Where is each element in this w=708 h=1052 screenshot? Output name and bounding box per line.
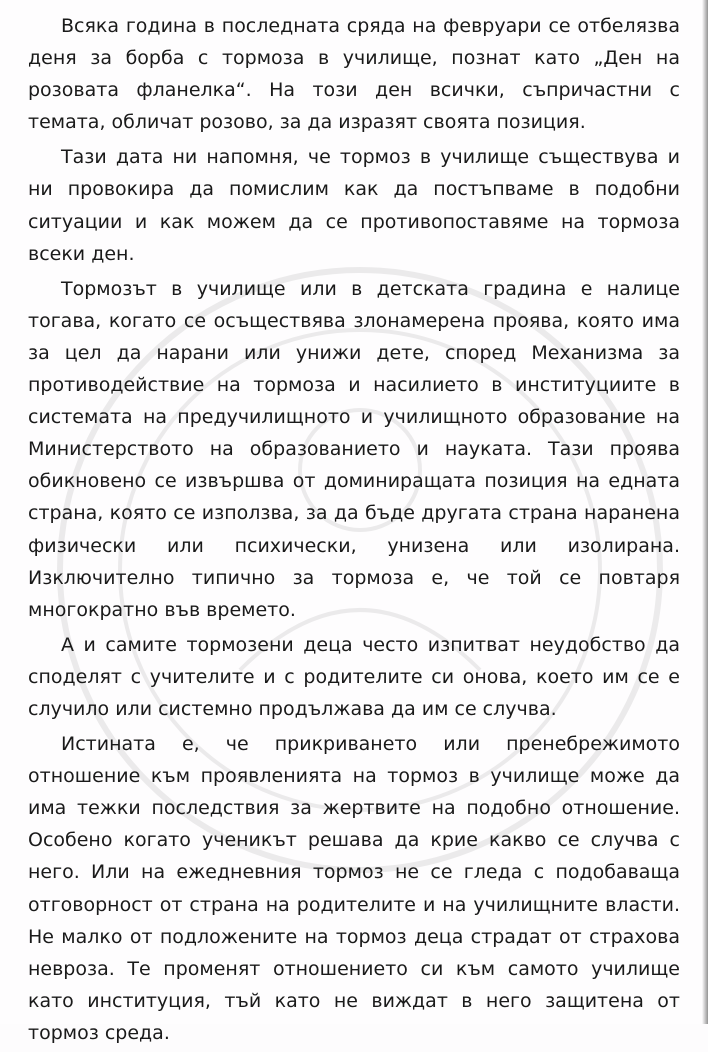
scan-edge-shadow — [702, 0, 708, 1024]
paragraph-consequences: Истината е, че прикриването или пренебрежимото отношение към проявленията на тормоз в училище може да има тежки последствия за жертвите на подобно отношение. Особено когато ученикът решава да крие какво се случва с него. Или на ежедневния тормоз не се гледа с подобаваща отговорност от страна на родителите и на училищните власти. Не малко от подложените на тормоз деца страдат от страхова невроза. Те променят отношението си към самото училище като институция, тъй като не виждат в него защитена от тормоз среда. — [28, 733, 680, 1044]
paragraph-pink-shirt-day: Всяка година в последната сряда на февруари се отбелязва деня за борба с тормоза в училище, познат като „Ден на розовата фланелка“. На този ден всички, съпричастни с темата, обличат розово, за да изразят своята позиция. — [28, 15, 680, 134]
paragraph-date-reminder: Тази дата ни напомня, че тормоз в училище съществува и ни провокира да помислим как да постъпваме в подобни ситуации и как можем да се противопоставяме на тормоза всеки ден. — [28, 146, 680, 265]
paragraph-bullying-definition: Тормозът в училище или в детската градина е налице тогава, когато се осъществява злонамерена проява, която има за цел да нарани или унижи дете, според Механизма за противодействие на тормоза и насилието в институциите в системата на предучилищното и училищното образование на Министерството на образованието и науката. Тази проява обикновено се извършва от доминиращата позиция на едната страна, която се използва, за да бъде другата страна наранена физически или психически, унизена или изолирана. Изключително типично за тормоза е, че той се повтаря многократно във времето. — [28, 277, 680, 621]
paragraph-children-reluctance: А и самите тормозени деца често изпитват неудобство да споделят с учителите и с родителите си онова, което им се е случило или системно продължава да им се случва. — [28, 633, 680, 720]
article-body — [28, 10, 680, 1052]
